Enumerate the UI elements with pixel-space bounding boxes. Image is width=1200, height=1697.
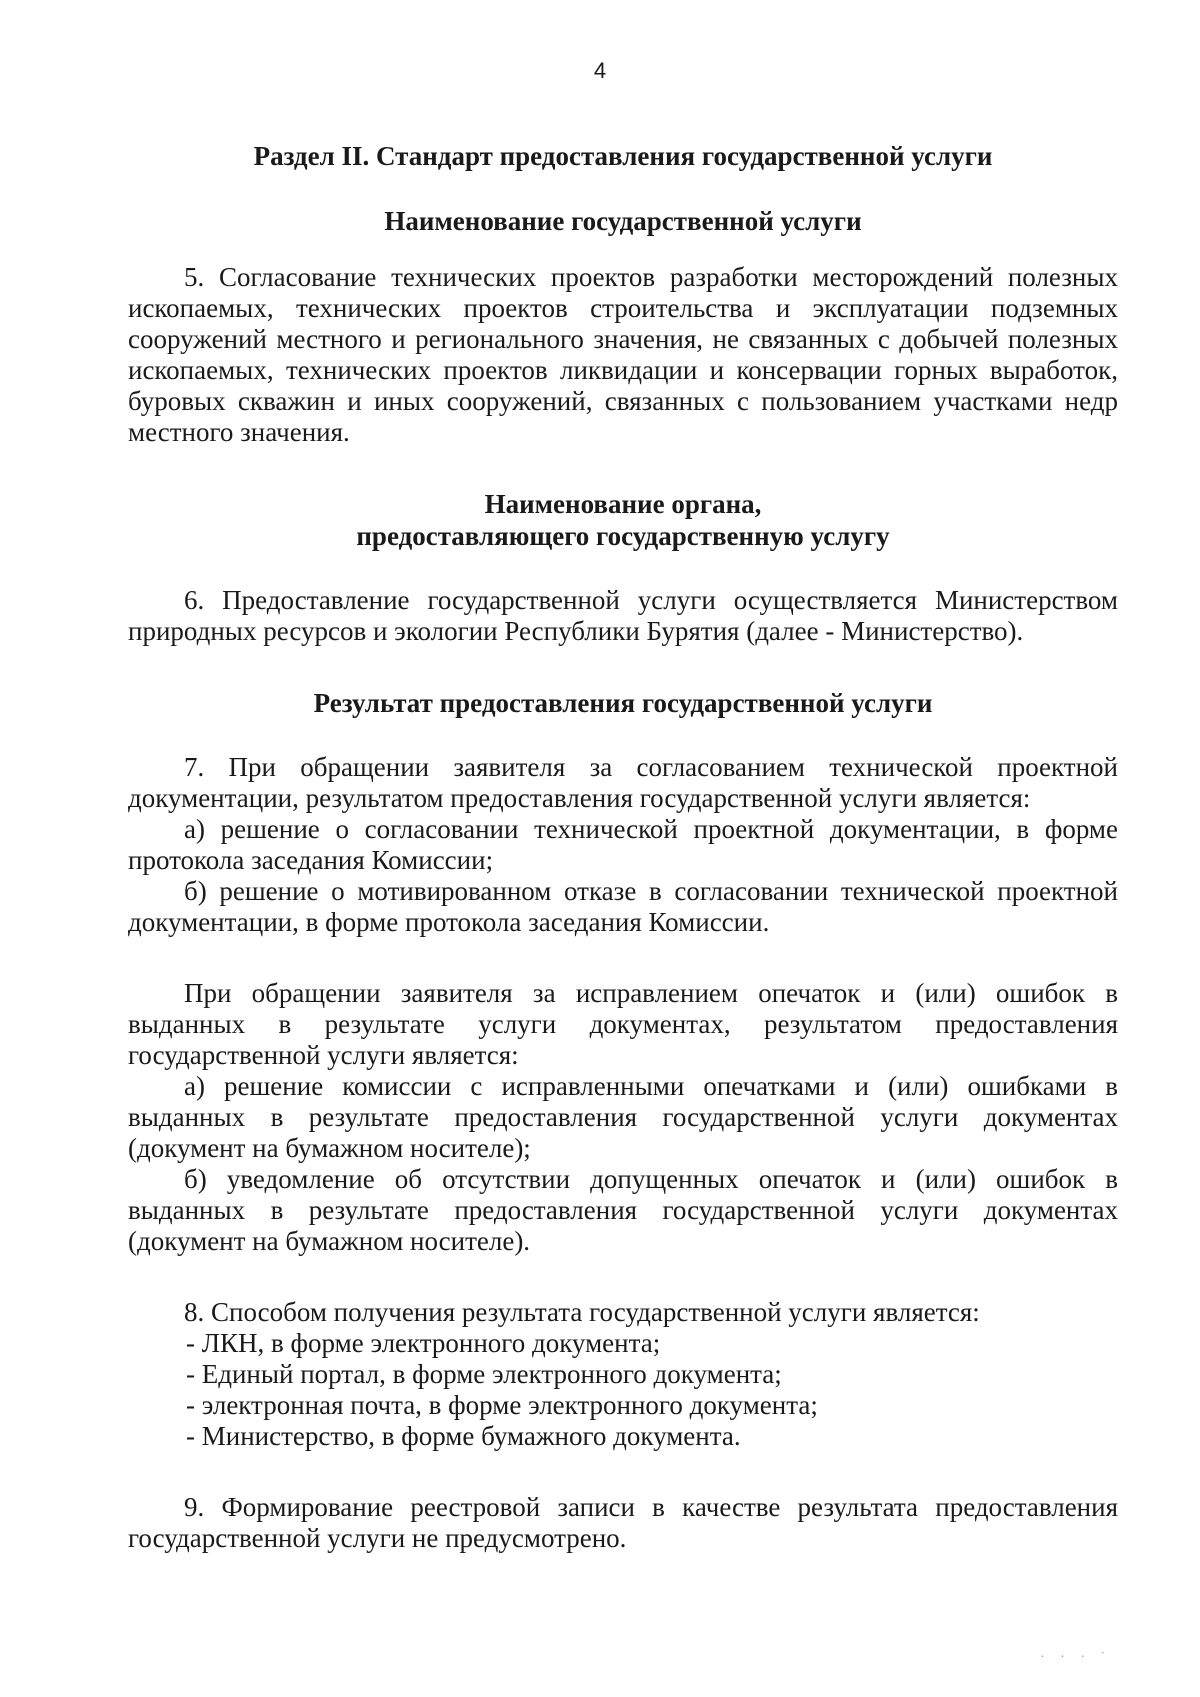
paragraph-7a: а) решение о согласовании технической проектной документации, в форме протокола заседания Комиссии; [128,814,1118,875]
paragraph-7c-a: а) решение комиссии с исправленными опечатками и (или) ошибками в выданных в результате предоставления государственной услуги документах (документ на бумажном носителе); [128,1071,1118,1163]
paragraph-6: 6. Предоставление государственной услуги осуществляется Министерством природных ресурсов и экологии Республики Бурятия (далее - Министерство). [128,585,1118,646]
scan-specks: · · · ˙ [1040,1650,1112,1665]
section-title: Раздел II. Стандарт предоставления государственной услуги [253,141,993,171]
paragraph-7b: б) решение о мотивированном отказе в согласовании технической проектной документации, в форме протокола заседания Комиссии. [128,876,1118,937]
paragraph-7c: При обращении заявителя за исправлением опечаток и (или) ошибок в выданных в результате услуги документах, результатом предоставления государственной услуги является: [128,978,1118,1070]
heading-body-line2: предоставляющего государственную услугу [356,521,890,551]
heading-service-name: Наименование государственной услуги [384,206,862,236]
list-item: - ЛКН, в форме электронного документа; [186,1328,661,1358]
list-item: - Единый портал, в форме электронного документа; [186,1359,782,1389]
paragraph-5: 5. Согласование технических проектов разработки месторождений полезных ископаемых, технических проектов строительства и эксплуатации подземных сооружений местного и регионального значения, не связанных с добычей полезных ископаемых, технических проектов ликвидации и консервации горных выработок, буровых скважин и иных сооружений, связанных с пользованием участками недр местного значения. [128,262,1118,447]
list-item: - электронная почта, в форме электронного документа; [186,1390,818,1420]
paragraph-7c-b: б) уведомление об отсутствии допущенных опечаток и (или) ошибок в выданных в результате предоставления государственной услуги документах (документ на бумажном носителе). [128,1164,1118,1256]
document-body [128,140,1118,1554]
paragraph-9: 9. Формирование реестровой записи в качестве результата предоставления государственной услуги не предусмотрено. [128,1492,1118,1553]
paragraph-8: 8. Способом получения результата государственной услуги является: [184,1297,980,1327]
paragraph-7: 7. При обращении заявителя за согласованием технической проектной документации, результатом предоставления государственной услуги является: [128,752,1118,813]
page-number: 4 [593,58,607,83]
list-item: - Министерство, в форме бумажного документа. [186,1421,741,1451]
heading-result: Результат предоставления государственной услуги [313,688,933,718]
heading-body-line1: Наименование органа, [484,489,762,519]
